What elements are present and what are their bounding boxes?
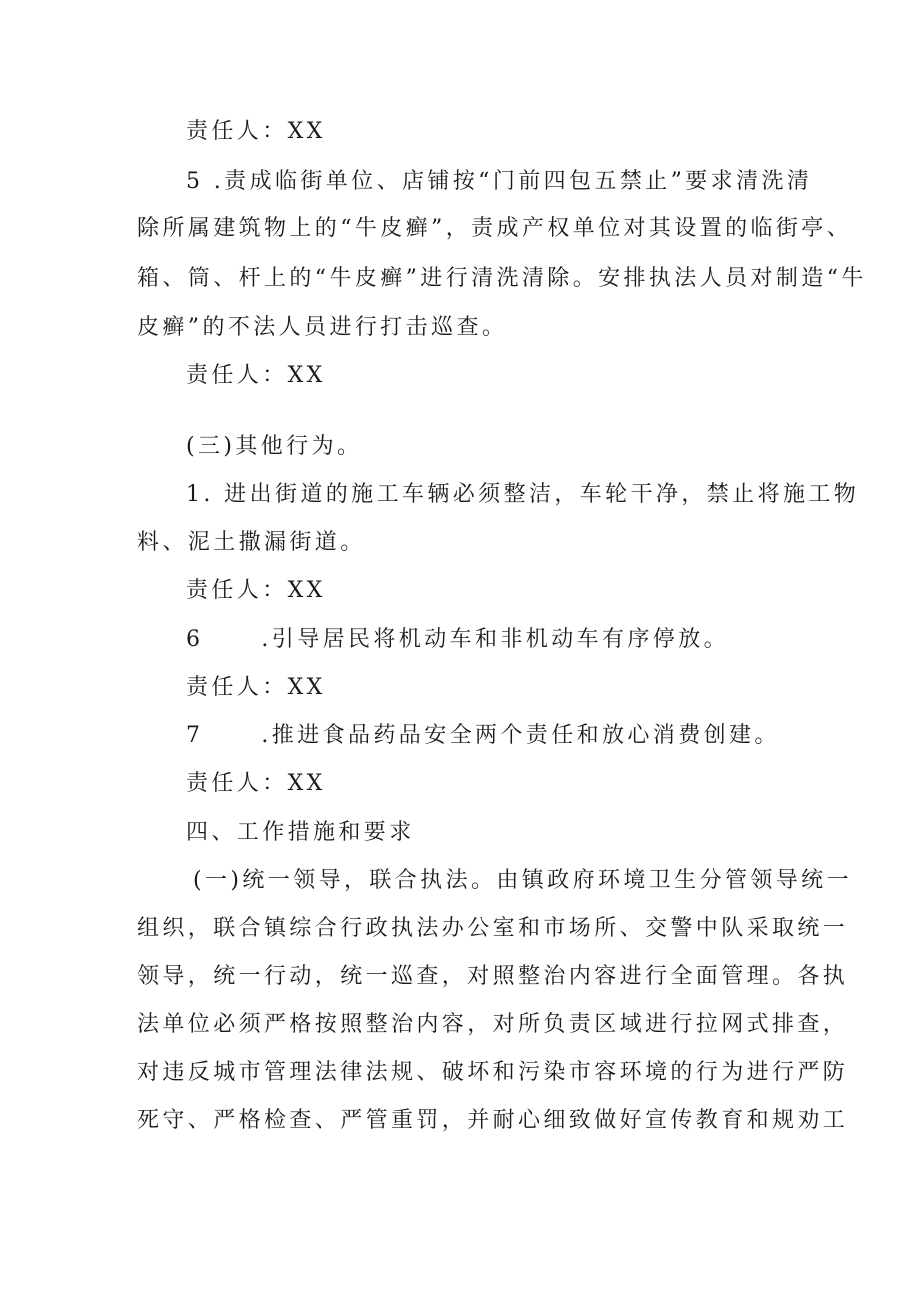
item-7-text: .推进食品药品安全两个责任和放心消费创建。 [261,723,780,748]
item-5-line-4: 皮癣”的不法人员进行打击巡查。 [137,315,508,340]
measure-1-line-4: 法单位必须严格按照整治内容，对所负责区域进行拉网式排查， [137,1012,849,1037]
responsible-person-line: 责任人：XX [186,771,326,796]
section-heading-other: (三)其他行为。 [186,434,363,459]
item-5-line-2: 除所属建筑物上的“牛皮癣”，责成产权单位对其设置的临街亭、 [137,216,853,241]
responsible-person-line: 责任人：XX [186,119,326,144]
measure-1-line-6: 死守、严格检查、严管重罚，并耐心细致做好宣传教育和规劝工 [137,1108,849,1133]
responsible-person-line: 责任人：XX [186,675,326,700]
section-heading-measures: 四、工作措施和要求 [186,820,415,845]
measure-1-line-5: 对违反城市管理法律法规、破坏和污染市容环境的行为进行严防 [137,1060,849,1085]
item-6-line [186,625,729,655]
responsible-person-line: 责任人：XX [186,363,326,388]
responsible-person-line: 责任人：XX [186,578,326,603]
item-5-line-3: 箱、筒、杆上的“牛皮癣”进行清洗清除。安排执法人员对制造“牛 [137,266,867,291]
item-7-line [186,721,780,751]
measure-1-line-2: 组织，联合镇综合行政执法办公室和市场所、交警中队采取统一 [137,916,849,941]
item-6-text: .引导居民将机动车和非机动车有序停放。 [261,627,730,652]
item-5-line-1: 5 .责成临街单位、店铺按“门前四包五禁止”要求清洗清 [186,169,813,194]
item-6-number: 6 [186,627,204,652]
item-7-number: 7 [186,723,204,748]
measure-1-line-3: 领导，统一行动，统一巡查，对照整治内容进行全面管理。各执 [137,964,849,989]
measure-1-line-1: (一)统一领导，联合执法。由镇政府环境卫生分管领导统一 [193,868,852,893]
item-1-line-1: 1. 进出街道的施工车辆必须整洁，车轮干净，禁止将施工物 [186,482,860,507]
item-1-line-2: 料、泥土撒漏街道。 [137,530,366,555]
